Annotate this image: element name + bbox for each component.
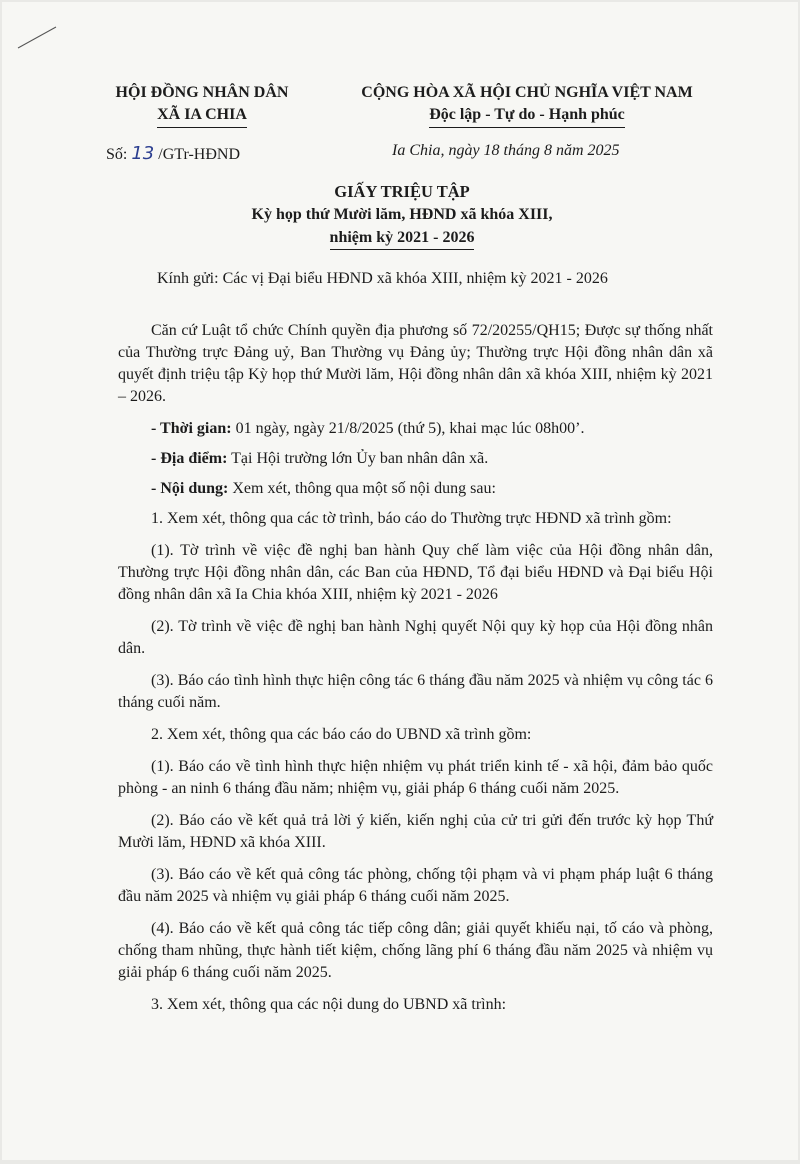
content-label: - Nội dung:: [151, 480, 229, 497]
issuer-header: [102, 82, 302, 128]
section-1: 1. Xem xét, thông qua các tờ trình, báo cáo do Thường trực HĐND xã trình gồm:: [151, 510, 672, 527]
section-1-item-3: (3). Báo cáo tình hình thực hiện công tác 6 tháng đầu năm 2025 và nhiệm vụ công tác 6 tháng cuối năm.: [118, 672, 713, 711]
place-label: - Địa điểm:: [151, 450, 228, 467]
title-line-3: nhiệm kỳ 2021 - 2026: [330, 226, 475, 250]
section-2-item-3: (3). Báo cáo về kết quả công tác phòng, chống tội phạm và vi phạm pháp luật 6 tháng đầu năm 2025 và nhiệm vụ giải pháp 6 tháng cuối năm 2025.: [118, 866, 713, 905]
place-and-date: Ia Chia, ngày 18 tháng 8 năm 2025: [392, 142, 620, 159]
section-2-item-1: (1). Báo cáo về tình hình thực hiện nhiệm vụ phát triển kinh tế - xã hội, đảm bảo quốc phòng - an ninh 6 tháng đầu năm; nhiệm vụ, giải pháp 6 tháng cuối năm 2025.: [118, 758, 713, 797]
section-2: 2. Xem xét, thông qua các báo cáo do UBND xã trình gồm:: [151, 726, 532, 743]
section-1-item-1: (1). Tờ trình về việc đề nghị ban hành Quy chế làm việc của Hội đồng nhân dân, Thường trực Hội đồng nhân dân, các Ban của HĐND, Tổ đại biểu HĐND và Đại biểu Hội đồng nhân dân xã Ia Chia khóa XIII, nhiệm kỳ 2021 - 2026: [118, 542, 713, 603]
document-number-prefix: Số:: [106, 146, 128, 163]
content-paragraph: [118, 478, 713, 500]
time-label: - Thời gian:: [151, 420, 232, 437]
recipient-greeting: Kính gửi: Các vị Đại biểu HĐND xã khóa XIII, nhiệm kỳ 2021 - 2026: [157, 270, 608, 287]
title-line-1: GIẤY TRIỆU TẬP: [334, 182, 470, 201]
content-text: Xem xét, thông qua một số nội dung sau:: [228, 480, 496, 497]
document-body: [118, 320, 713, 1026]
pen-stroke-mark: [16, 24, 60, 50]
section-2-item-2: (2). Báo cáo về kết quả trả lời ý kiến, kiến nghị của cử tri gửi đến trước kỳ họp Thứ Mười lăm, HĐND xã khóa XIII.: [118, 812, 713, 851]
place-text: Tại Hội trường lớn Ủy ban nhân dân xã.: [227, 450, 489, 467]
document-number-suffix: /GTr-HĐND: [158, 146, 241, 163]
section-1-item-2: (2). Tờ trình về việc đề nghị ban hành Nghị quyết Nội quy kỳ họp của Hội đồng nhân dân.: [118, 618, 713, 657]
handwritten-number: 13: [131, 143, 155, 164]
document-page: [2, 2, 798, 1160]
place-paragraph: [118, 448, 713, 470]
title-line-2: Kỳ họp thứ Mười lăm, HĐND xã khóa XIII,: [251, 206, 553, 223]
country-name: CỘNG HÒA XÃ HỘI CHỦ NGHĨA VIỆT NAM: [361, 84, 693, 101]
intro-paragraph: Căn cứ Luật tổ chức Chính quyền địa phương số 72/20255/QH15; Được sự thống nhất của Thường trực Đảng uỷ, Ban Thường vụ Đảng ủy; Thường trực Hội đồng nhân dân xã quyết định triệu tập Kỳ họp thứ Mười lăm, Hội đồng nhân dân xã khóa XIII, nhiệm kỳ 2021 – 2026.: [118, 322, 713, 405]
time-text: 01 ngày, ngày 21/8/2025 (thứ 5), khai mạc lúc 08h00’.: [231, 420, 585, 437]
document-title: [152, 180, 652, 250]
national-motto: Độc lập - Tự do - Hạnh phúc: [429, 104, 625, 128]
section-3: 3. Xem xét, thông qua các nội dung do UBND xã trình:: [151, 996, 507, 1013]
document-number: [106, 143, 240, 164]
issuer-name: HỘI ĐỒNG NHÂN DÂN: [115, 84, 289, 101]
section-2-item-4: (4). Báo cáo về kết quả công tác tiếp công dân; giải quyết khiếu nại, tố cáo và phòng, chống tham nhũng, thực hành tiết kiệm, chống lãng phí 6 tháng đầu năm 2025 và nhiệm vụ giải pháp 6 tháng cuối năm 2025.: [118, 920, 713, 981]
issuer-locality: XÃ IA CHIA: [157, 104, 247, 128]
time-paragraph: [118, 418, 713, 440]
national-motto-header: [342, 82, 712, 128]
